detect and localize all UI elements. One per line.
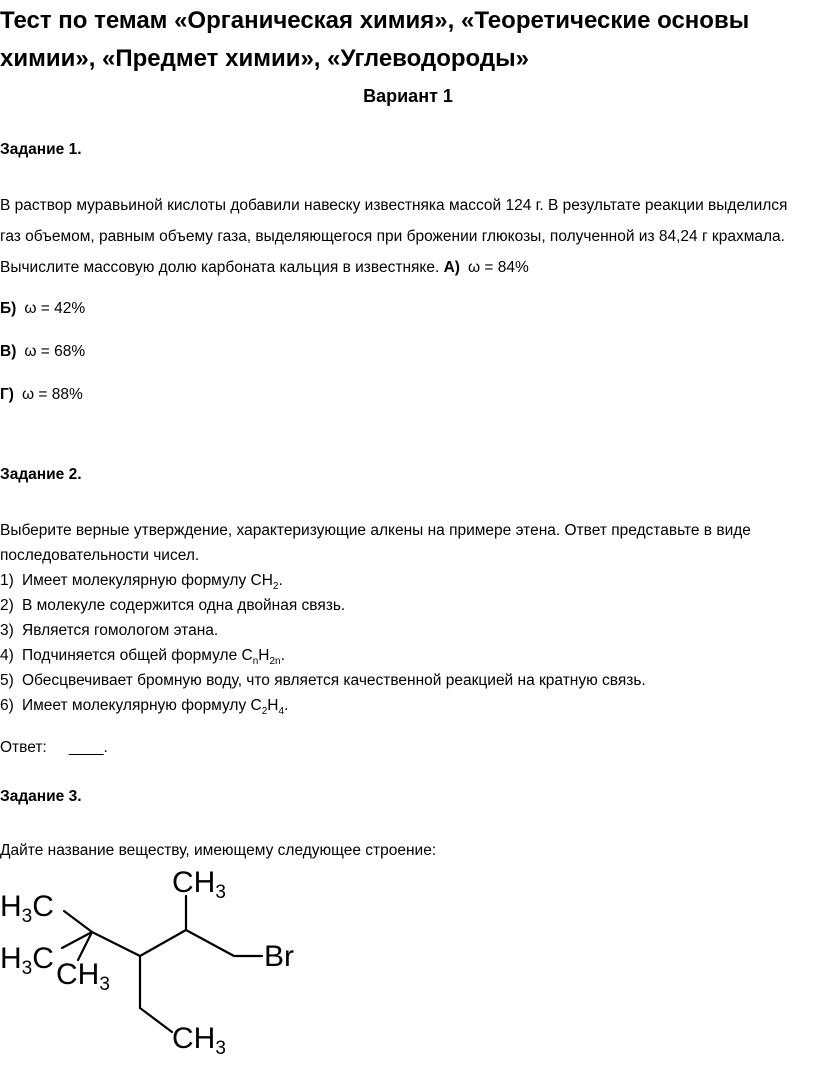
item-subscript: 2 <box>272 581 279 593</box>
label-h3c-2: $H_3C$ <box>0 942 54 979</box>
item-number: 2) <box>0 597 14 614</box>
label-br: Br <box>264 940 294 973</box>
item-number: 1) <box>0 572 14 589</box>
bond-c-c <box>92 932 140 956</box>
item-text: В молекуле содержится одна двойная связь. <box>22 597 346 614</box>
task2-statement-list <box>0 568 646 718</box>
task1-option-a <box>444 259 529 276</box>
item-number: 3) <box>0 622 14 639</box>
item-number: 4) <box>0 647 14 664</box>
task1-heading: Задание 1. <box>0 141 82 158</box>
item-number: 6) <box>0 697 14 714</box>
list-item <box>0 568 646 593</box>
item-text: Имеет молекулярную формулу CH <box>22 572 273 589</box>
option-text: ω = 68% <box>24 343 86 360</box>
task2-text: Выберите верные утверждение, характеризующие алкены на примере этена. Ответ представьте в виде последовательности чисел. <box>0 522 751 564</box>
option-letter: А) <box>443 259 460 276</box>
task1-text <box>0 190 790 283</box>
list-item <box>0 593 646 618</box>
task1-option-d <box>0 386 83 404</box>
list-item <box>0 643 646 668</box>
label-h3c-1: $H_3C$ <box>0 890 54 927</box>
option-letter: Б) <box>0 300 17 317</box>
task2-heading: Задание 2. <box>0 466 82 483</box>
page-title: Тест по темам «Органическая химия», «Теоретические основы химии», «Предмет химии», «Углеводороды» <box>0 7 750 72</box>
item-end: . <box>284 697 289 714</box>
task2-answer <box>0 739 108 757</box>
item-subscript: n <box>252 656 259 668</box>
item-text: Является гомологом этана. <box>22 622 219 639</box>
item-subscript: 4 <box>278 706 285 718</box>
item-subscript: 2 <box>261 706 268 718</box>
option-text: ω = 84% <box>467 259 529 276</box>
option-text: ω = 42% <box>24 300 86 317</box>
item-text: Подчиняется общей формуле C <box>22 647 253 664</box>
bond-c-ch2 <box>186 930 234 956</box>
option-letter: Г) <box>0 386 14 403</box>
item-end: . <box>278 572 283 589</box>
item-mid: H <box>267 697 279 714</box>
label-ch3-mid: $CH_3$ <box>56 958 110 995</box>
task3-text: Дайте название веществу, имеющему следующее строение: <box>0 842 437 859</box>
label-ch3-bottom: $CH_3$ <box>172 1022 226 1059</box>
item-number: 5) <box>0 672 14 689</box>
item-text: Имеет молекулярную формулу C <box>22 697 262 714</box>
item-mid: H <box>258 647 270 664</box>
bond-h3c1-c <box>64 911 92 932</box>
answer-label: Ответ: <box>0 739 47 756</box>
variant-heading: Вариант 1 <box>363 86 453 106</box>
task1-option-c <box>0 343 85 361</box>
label-ch3-top: $CH_3$ <box>172 866 226 903</box>
task3-heading: Задание 3. <box>0 788 82 805</box>
task1-option-b <box>0 300 85 318</box>
list-item <box>0 693 646 718</box>
item-end: . <box>280 647 285 664</box>
structural-formula <box>0 860 320 1060</box>
item-subscript: 2n <box>269 656 281 668</box>
task1-question: В раствор муравьиной кислоты добавили навеску известняка массой 124 г. В результате реакции выделился газ объемом, равным объему газа, выделяющегося при брожении глюкозы, полученной из 84,24 г крахмала. Вычислите массовую долю карбоната кальция в известняке. <box>0 197 788 276</box>
answer-blank: ____. <box>69 739 108 756</box>
item-text: Обесцвечивает бромную воду, что является качественной реакцией на кратную связь. <box>22 672 646 689</box>
option-letter: В) <box>0 343 17 360</box>
bond-ch2-ch3 <box>140 1008 172 1032</box>
option-text: ω = 88% <box>21 386 83 403</box>
list-item <box>0 668 646 693</box>
bond-c-chch3 <box>140 930 186 956</box>
list-item <box>0 618 646 643</box>
